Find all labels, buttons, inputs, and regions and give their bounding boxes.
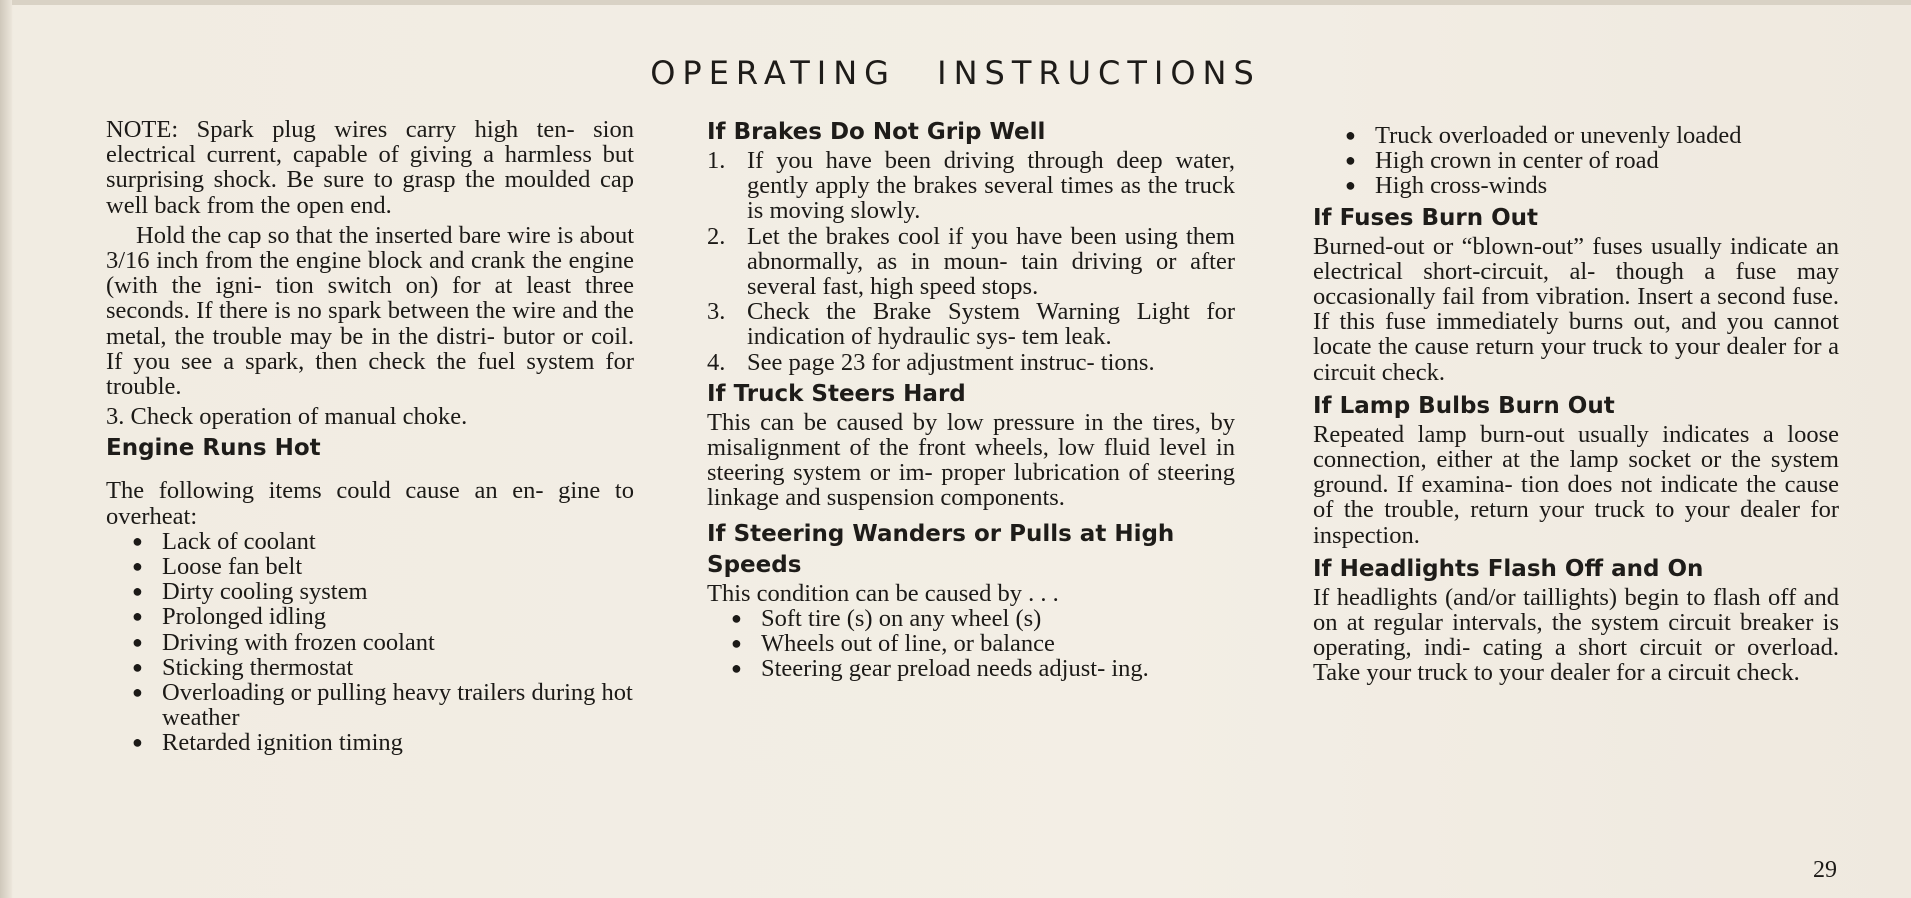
- wanders-intro: This condition can be caused by . . .: [707, 579, 1059, 607]
- page-top-edge: [0, 0, 1911, 5]
- list-item: ● Lack of coolant: [132, 529, 634, 554]
- lamp-bulbs-text: Repeated lamp burn-out usually indicates a loose connection, either at the lamp socket or the system ground. If examina- tion does not indicate the cause of the trouble, return your truck to your dealer for inspection.: [1313, 420, 1839, 549]
- column-3: [1313, 123, 1839, 686]
- spark-plug-note: NOTE: Spark plug wires carry high ten- sion electrical current, capable of giving a harmless but surprising shock. Be sure to grasp the moulded cap well back from the open end.: [106, 116, 634, 219]
- item-number: 1.: [707, 147, 726, 174]
- item-number: 2.: [707, 222, 726, 250]
- item-text: See page 23 for adjustment instruc- tions.: [747, 348, 1155, 376]
- lamp-bulbs-heading: If Lamp Bulbs Burn Out: [1313, 392, 1615, 419]
- headlights-heading: If Headlights Flash Off and On: [1313, 555, 1704, 582]
- overheat-list: [132, 529, 634, 756]
- list-item: [707, 148, 1235, 224]
- item-text: If you have been driving through deep water, gently apply the brakes several times as the truck is moving slowly.: [747, 147, 1235, 225]
- engine-intro: The following items could cause an en- gine to overheat:: [106, 477, 634, 530]
- page-number: 29: [1813, 857, 1837, 883]
- headlights-text: If headlights (and/or taillights) begin to flash off and on at regular intervals, the system circuit breaker is operating, indi- cating a short circuit or overload. Take your truck to your dealer for a circuit check.: [1313, 583, 1839, 687]
- list-item: ● Truck overloaded or unevenly loaded: [1345, 123, 1839, 148]
- item-number: 4.: [707, 348, 726, 376]
- item-number: 3.: [707, 298, 726, 326]
- engine-runs-hot-heading: Engine Runs Hot: [106, 435, 321, 462]
- wander-causes-list: [1345, 123, 1839, 199]
- list-item: ● Soft tire (s) on any wheel (s): [731, 606, 1235, 631]
- item-text: Let the brakes cool if you have been using them abnormally, as in moun- tain driving or after several fast, high speed stops.: [747, 222, 1235, 301]
- wanders-heading: If Steering Wanders or Pulls at High Speeds: [707, 520, 1175, 578]
- steers-hard-heading: If Truck Steers Hard: [707, 380, 966, 407]
- list-item: ● Driving with frozen coolant: [132, 630, 634, 655]
- list-item: ● Overloading or pulling heavy trailers during hot weather: [132, 680, 634, 730]
- page-title: OPERATING INSTRUCTIONS: [650, 54, 1261, 92]
- list-item: ● Prolonged idling: [132, 604, 634, 629]
- column-2: [707, 117, 1235, 681]
- column-1: [106, 117, 634, 756]
- steers-hard-text: This can be caused by low pressure in the tires, by misalignment of the front wheels, low fluid level in steering system or im- proper lubrication of steering linkage and suspension components.: [707, 408, 1235, 512]
- list-item: [707, 350, 1235, 375]
- list-item: ● High cross-winds: [1345, 173, 1839, 198]
- list-item: ● Sticking thermostat: [132, 655, 634, 680]
- list-item: ● Steering gear preload needs adjust- ing.: [731, 656, 1235, 681]
- list-item: ● Retarded ignition timing: [132, 730, 634, 755]
- wanders-list: [731, 606, 1235, 682]
- brakes-list: [707, 148, 1235, 375]
- list-item: ● Wheels out of line, or balance: [731, 631, 1235, 656]
- list-item: [707, 299, 1235, 349]
- fuses-heading: If Fuses Burn Out: [1313, 204, 1539, 231]
- spark-test-paragraph: Hold the cap so that the inserted bare wire is about 3/16 inch from the engine block and crank the engine (with the igni- tion switch on) for at least three seconds. If there is no spark between the wire and the metal, the trouble may be in the distri- butor or coil. If you see a spark, then check the fuel system for trouble.: [106, 221, 634, 401]
- list-item: [707, 224, 1235, 300]
- list-item: ● Dirty cooling system: [132, 579, 634, 604]
- brakes-heading: If Brakes Do Not Grip Well: [707, 119, 1046, 145]
- list-item: ● Loose fan belt: [132, 554, 634, 579]
- fuses-text: Burned-out or “blown-out” fuses usually indicate an electrical short-circuit, al- though a fuse may occasionally fail from vibration. Insert a second fuse. If this fuse immediately burns out, and you cannot locate the cause return your truck to your dealer for a circuit check.: [1313, 232, 1839, 386]
- page-binding-edge: [0, 0, 12, 898]
- choke-step: 3. Check operation of manual choke.: [106, 403, 468, 431]
- item-text: Check the Brake System Warning Light for indication of hydraulic sys- tem leak.: [747, 298, 1235, 351]
- list-item: ● High crown in center of road: [1345, 148, 1839, 173]
